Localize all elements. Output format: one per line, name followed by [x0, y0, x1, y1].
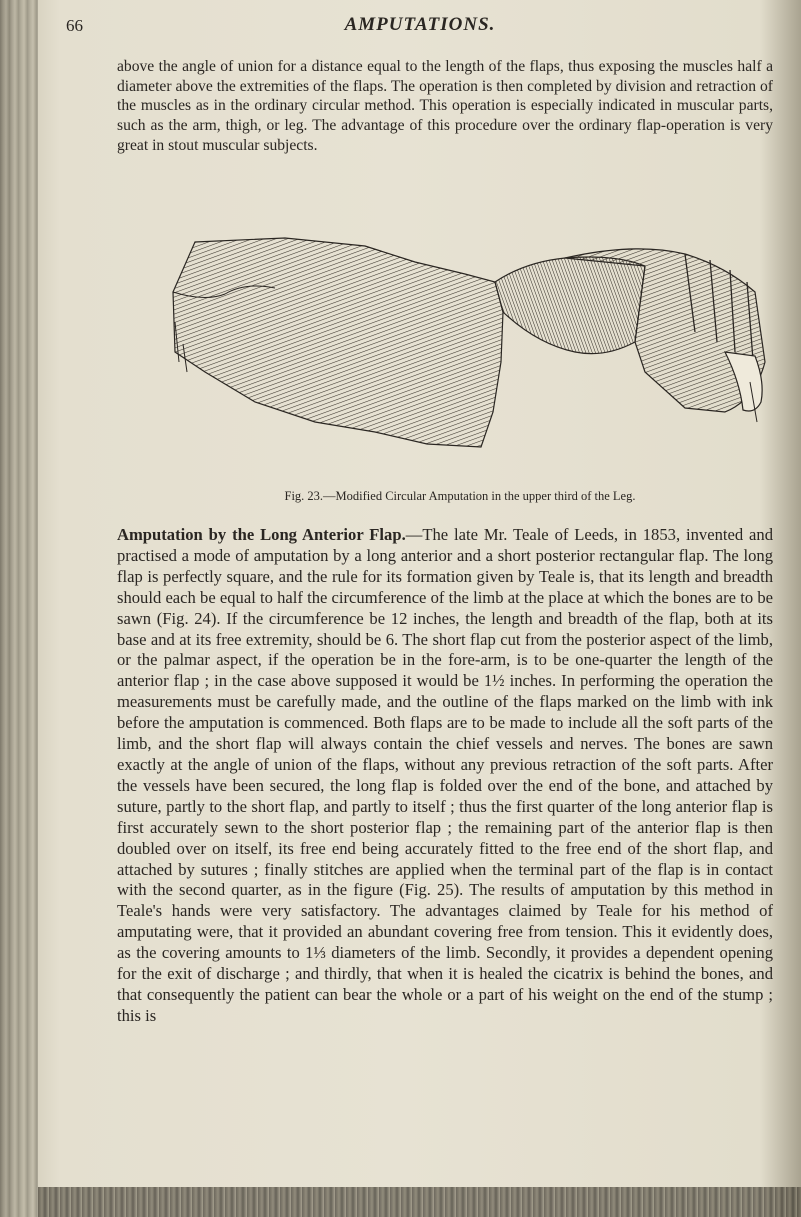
section-text: —The late Mr. Teale of Leeds, in 1853, invented and practised a mode of amputation by a long anterior and a short posterior rectangular flap. The long flap is perfectly square, and the rule for its formation given by Teale is, that its length and breadth should each be equal to half the circumference of the limb at the place at which the bones are to be sawn (Fig. 24). If the circumference be 12 inches, the length and breadth of the flap, both at its base and at its free extremity, should be 6. The short flap cut from the posterior aspect of the limb, or the palmar aspect, if the operation be in the fore-arm, is to be one-quarter the length of the anterior flap ; in the case above supposed it would be 1½ inches. In performing the operation the measurements must be carefully made, and the outline of the flaps marked on the limb with ink before the amputation is commenced. Both flaps are to be made to include all the soft parts of the limb, and the short flap will always contain the chief vessels and nerves. The bones are sawn exactly at the angle of union of the flaps, without any previous retraction of the soft parts. After the vessels have been secured, the long flap is folded over the end of the bone, and attached by suture, partly to the short flap, and partly to itself ; thus the first quarter of the long anterior flap is first accurately sewn to the short posterior flap ; the remaining part of the anterior flap is then doubled over on itself, its free end being accurately fitted to the free end of the short flap, and attached by sutures ; finally stitches are applied when the terminal part of the flap is in contact with the second quarter, as in the figure (Fig. 25). The results of amputation by this method in Teale's hands were very satisfactory. The advantages claimed by Teale for his method of amputating were, that it provided an abundant covering free from tension. This it evidently does, as the covering amounts to 1⅓ diameters of the limb. Secondly, it provides a dependent opening for the exit of discharge ; and thirdly, that when it is healed the cicatrix is behind the bones, and that consequently the patient can bear the whole or a part of his weight on the end of the stump ; this is	[117, 525, 773, 1025]
page-number: 66	[66, 16, 83, 35]
amputation-engraving	[165, 232, 777, 464]
binding-edge	[0, 0, 38, 1217]
running-head-title: AMPUTATIONS.	[344, 14, 496, 35]
intro-paragraph: above the angle of union for a distance equal to the length of the flaps, thus exposing the muscles half a diameter above the extremities of the flaps. The operation is then completed by division and retraction of the muscles as in the ordinary circular method. This operation is especially indicated in muscular parts, such as the arm, thigh, or leg. The advantage of this procedure over the ordinary flap-operation is very great in stout muscular subjects.	[117, 58, 773, 154]
figure-illustration	[165, 232, 777, 464]
figure-caption: Fig. 23.—Modified Circular Amputation in the upper third of the Leg.	[284, 489, 636, 503]
section-paragraph	[117, 525, 773, 1027]
running-head	[60, 14, 780, 40]
bottom-edge-shadow	[38, 1187, 801, 1217]
section-heading: Amputation by the Long Anterior Flap.	[117, 525, 406, 544]
